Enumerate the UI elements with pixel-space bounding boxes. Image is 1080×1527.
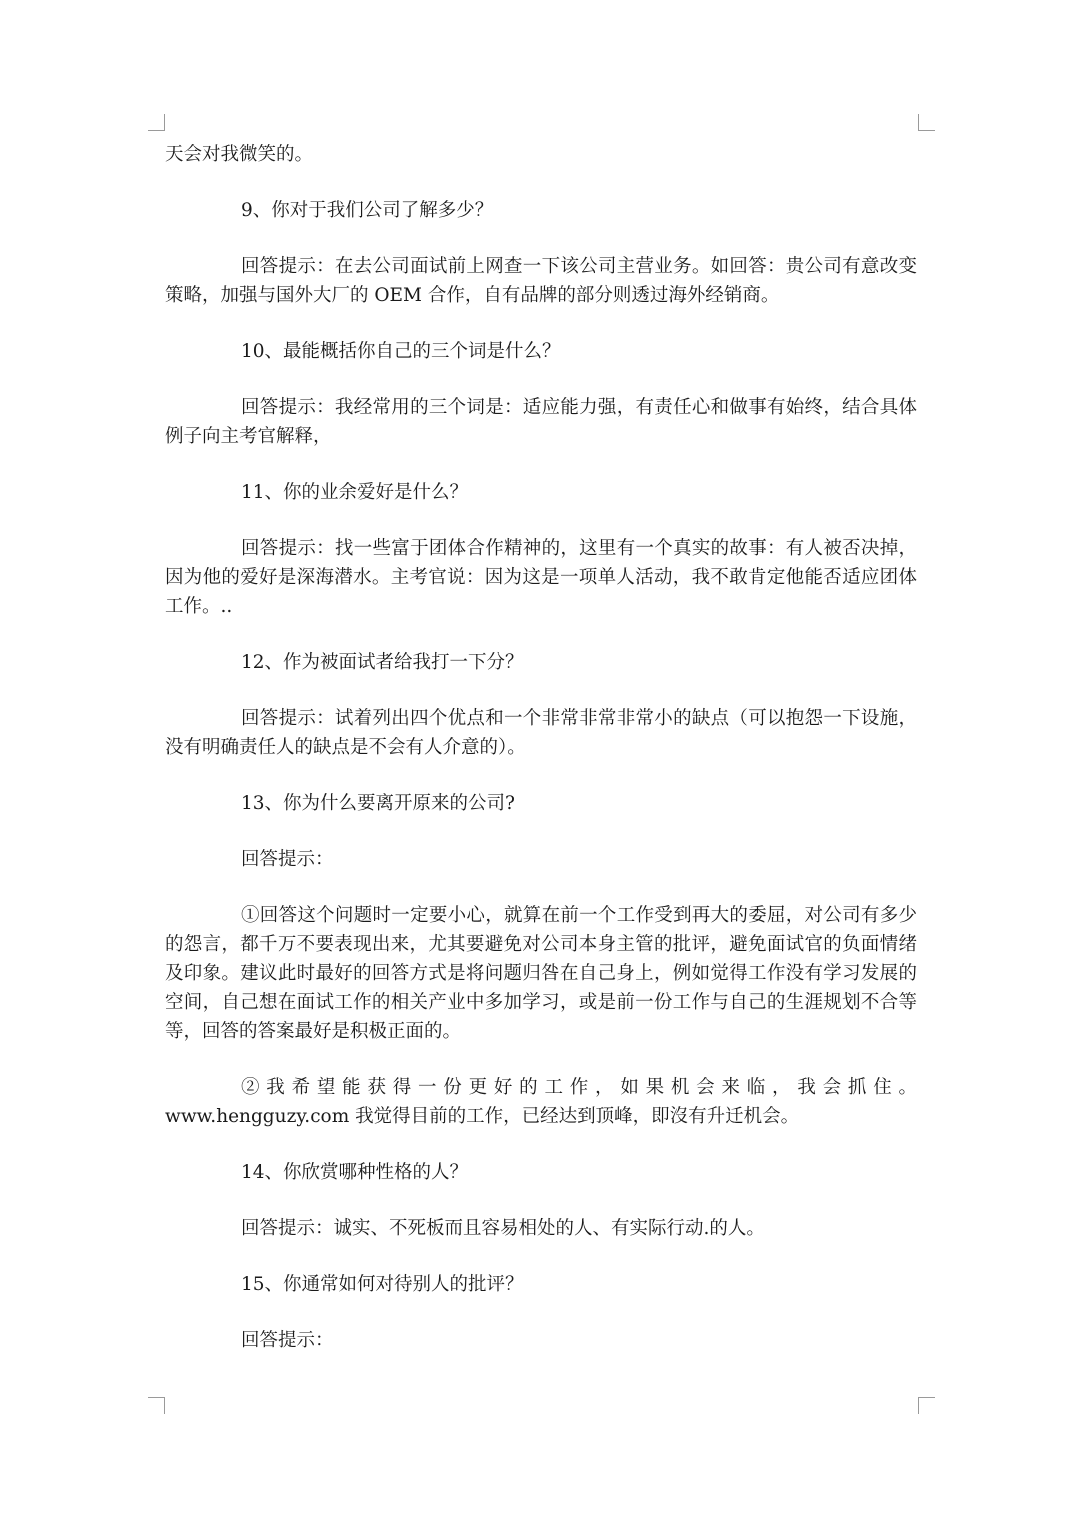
question-13: 13、你为什么要离开原来的公司?	[241, 793, 515, 814]
answer-13-point-2: ②我希望能获得一份更好的工作，如果机会来临，我会抓住。www.hengguzy.com 我觉得目前的工作，已经达到顶峰，即沒有升迁机会。	[165, 1077, 917, 1127]
answer-12: 回答提示：试着列出四个优点和一个非常非常非常小的缺点（可以抱怨一下设施，没有明确责任人的缺点是不会有人介意的）。	[165, 708, 917, 758]
question-12: 12、作为被面试者给我打一下分？	[241, 652, 524, 673]
answer-13-label: 回答提示：	[241, 849, 334, 870]
question-9: 9、你对于我们公司了解多少？	[241, 200, 494, 221]
crop-mark-top-left	[148, 114, 165, 131]
question-10: 10、最能概括你自己的三个词是什么？	[241, 341, 561, 362]
question-15: 15、你通常如何对待别人的批评？	[241, 1274, 524, 1295]
document-body	[165, 140, 917, 1355]
crop-mark-bottom-left	[148, 1397, 165, 1414]
answer-14: 回答提示：诚实、不死板而且容易相处的人、有实际行动.的人。	[241, 1218, 765, 1239]
answer-15-label: 回答提示：	[241, 1330, 334, 1351]
answer-10: 回答提示：我经常用的三个词是：适应能力强，有责任心和做事有始终，结合具体例子向主考官解释，	[165, 397, 917, 447]
question-11: 11、你的业余爱好是什么？	[241, 482, 469, 503]
crop-mark-top-right	[918, 114, 935, 131]
answer-11: 回答提示：找一些富于团体合作精神的，这里有一个真实的故事：有人被否决掉，因为他的爱好是深海潜水。主考官说：因为这是一项单人活动，我不敢肯定他能否适应团体工作。..	[165, 538, 917, 617]
answer-9: 回答提示：在去公司面试前上网查一下该公司主营业务。如回答：贵公司有意改变策略，加强与国外大厂的 OEM 合作，自有品牌的部分则透过海外经销商。	[165, 256, 917, 306]
question-14: 14、你欣赏哪种性格的人？	[241, 1162, 469, 1183]
answer-13-point-1: ①回答这个问题时一定要小心，就算在前一个工作受到再大的委屈，对公司有多少的怨言，都千万不要表现出来，尤其要避免对公司本身主管的批评，避免面试官的负面情绪及印象。建议此时最好的回答方式是将问题归咎在自己身上，例如觉得工作没有学习发展的空间，自己想在面试工作的相关产业中多加学习，或是前一份工作与自己的生涯规划不合等等，回答的答案最好是积极正面的。	[165, 905, 917, 1042]
crop-mark-bottom-right	[918, 1397, 935, 1414]
paragraph-continuation: 天会对我微笑的。	[165, 144, 314, 165]
